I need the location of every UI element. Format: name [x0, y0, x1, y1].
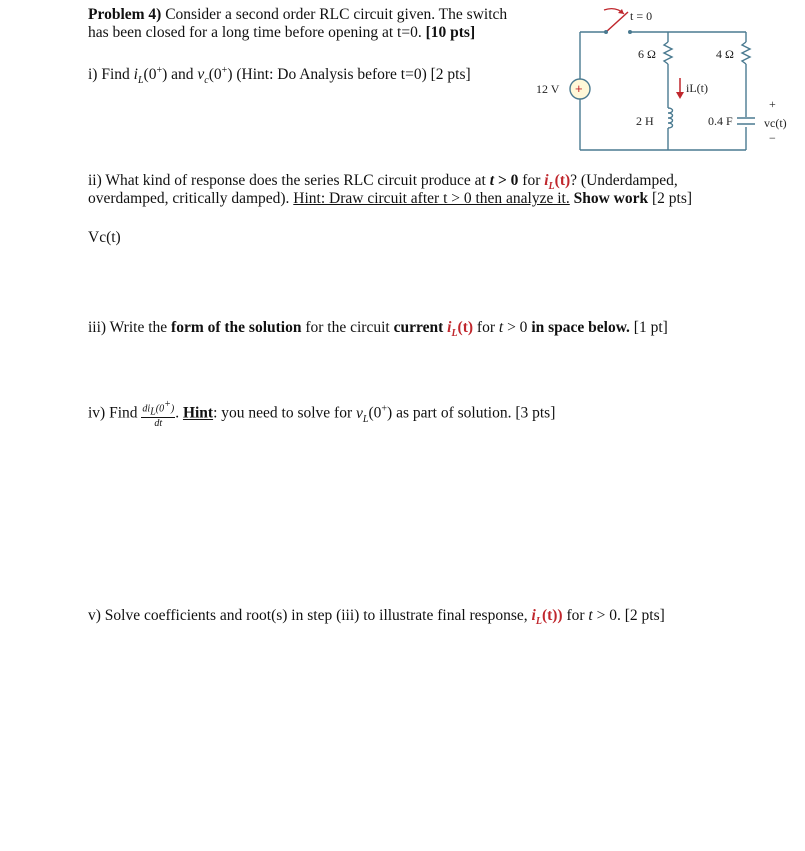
- source-label: 12 V: [536, 82, 560, 96]
- part-i-hint: (Hint: Do Analysis before t=0) [2 pts]: [232, 66, 471, 84]
- problem-title: Problem 4): [88, 6, 162, 23]
- capacitor-label: 0.4 F: [708, 114, 733, 128]
- part-v-c: . [2 pts]: [616, 607, 665, 624]
- source-plus-sign: +: [575, 81, 583, 96]
- vc-plus: +: [769, 97, 776, 111]
- vc-minus: −: [769, 131, 776, 145]
- inductor-coil: [668, 108, 673, 128]
- part-iv-a: iv) Find: [88, 404, 142, 422]
- rlc-circuit-diagram: [520, 0, 805, 160]
- switch: [604, 9, 632, 34]
- part-iii-f: in space below.: [527, 319, 630, 336]
- problem-heading-line1: [88, 6, 507, 24]
- part-iii-d: current: [393, 319, 444, 336]
- part-ii-line1: ii) What kind of response does the series RLC circuit produce at t > 0 for $i_L(t)$? (Underdamped,: [88, 172, 678, 193]
- part-iii: iii) Write the form of the solution for the circuit current $i_L(t)$ for t > 0 in space below. [1 pt]: [88, 319, 668, 340]
- r2-label: 4 Ω: [716, 47, 734, 61]
- part-iv-c: as part of solution. [3 pts]: [392, 404, 556, 422]
- diL-dt-fraction: $\frac{di_L(0^+)}{dt}$: [142, 399, 175, 430]
- part-v: v) Solve coefficients and root(s) in step (iii) to illustrate final response, $i_L(t)$) for t > 0. [2 pts]: [88, 607, 665, 628]
- part-ii-hint: Hint: Draw circuit after t > 0 then analyze it.: [293, 190, 570, 207]
- vc-label: vc(t): [764, 116, 787, 130]
- part-ii-line2: [88, 190, 692, 208]
- current-arrow-icon: [676, 78, 684, 99]
- iL-t-expr: $i_L$: [544, 172, 555, 193]
- problem-heading-line2: [88, 24, 475, 42]
- resistor-4ohm: [742, 42, 750, 64]
- part-i-prefix: i) Find: [88, 66, 134, 84]
- vc0-expr: $v_c$: [197, 66, 209, 87]
- problem-intro-a: Consider a second order RLC circuit given. The switch: [161, 6, 508, 23]
- part-iv-hint: Hint: [182, 404, 214, 422]
- part-iii-e: for: [473, 319, 499, 336]
- part-v-b: for: [562, 607, 589, 624]
- part-iv: iv) Find $\frac{di_L(0^+)}{dt}$ . Hint: you need to solve for $v_L(0^+)$ as part of solution. [3 pts]: [88, 399, 556, 430]
- part-iii-b: form of the solution: [171, 319, 302, 336]
- current-label: iL(t): [686, 81, 708, 95]
- part-ii-points: [2 pts]: [648, 190, 693, 207]
- problem-intro-b: has been closed for a long time before opening at t=0.: [88, 24, 426, 41]
- part-ii-text-a: ii) What kind of response does the series RLC circuit produce at: [88, 172, 490, 189]
- iL0-expr: $i_L$: [133, 66, 144, 87]
- vc-t-label: Vc(t): [88, 229, 121, 246]
- r1-label: 6 Ω: [638, 47, 656, 61]
- part-ii-show-work: Show work: [569, 190, 649, 207]
- problem-points: [10 pts]: [425, 24, 476, 41]
- part-ii-text-d: overdamped, critically damped).: [88, 190, 294, 207]
- part-iii-g: [1 pt]: [629, 319, 668, 336]
- part-ii-text-b: for: [518, 172, 545, 189]
- part-iii-c: for the circuit: [301, 319, 394, 336]
- part-iii-a: iii) Write the: [88, 319, 172, 336]
- switch-label: t = 0: [630, 9, 653, 23]
- part-i: i) Find $i_L(0^+)$ and $v_c(0^+)$ (Hint: Do Analysis before t=0) [2 pts]: [88, 65, 471, 87]
- part-i-and: and: [167, 66, 198, 84]
- resistor-6ohm: [664, 42, 672, 64]
- part-iv-b: : you need to solve for: [213, 404, 357, 422]
- inductor-label: 2 H: [636, 114, 654, 128]
- part-v-a: v) Solve coefficients and root(s) in step (iii) to illustrate final response,: [88, 607, 532, 624]
- part-ii-text-c: ? (Underdamped,: [570, 172, 678, 189]
- voltage-source: [570, 79, 590, 99]
